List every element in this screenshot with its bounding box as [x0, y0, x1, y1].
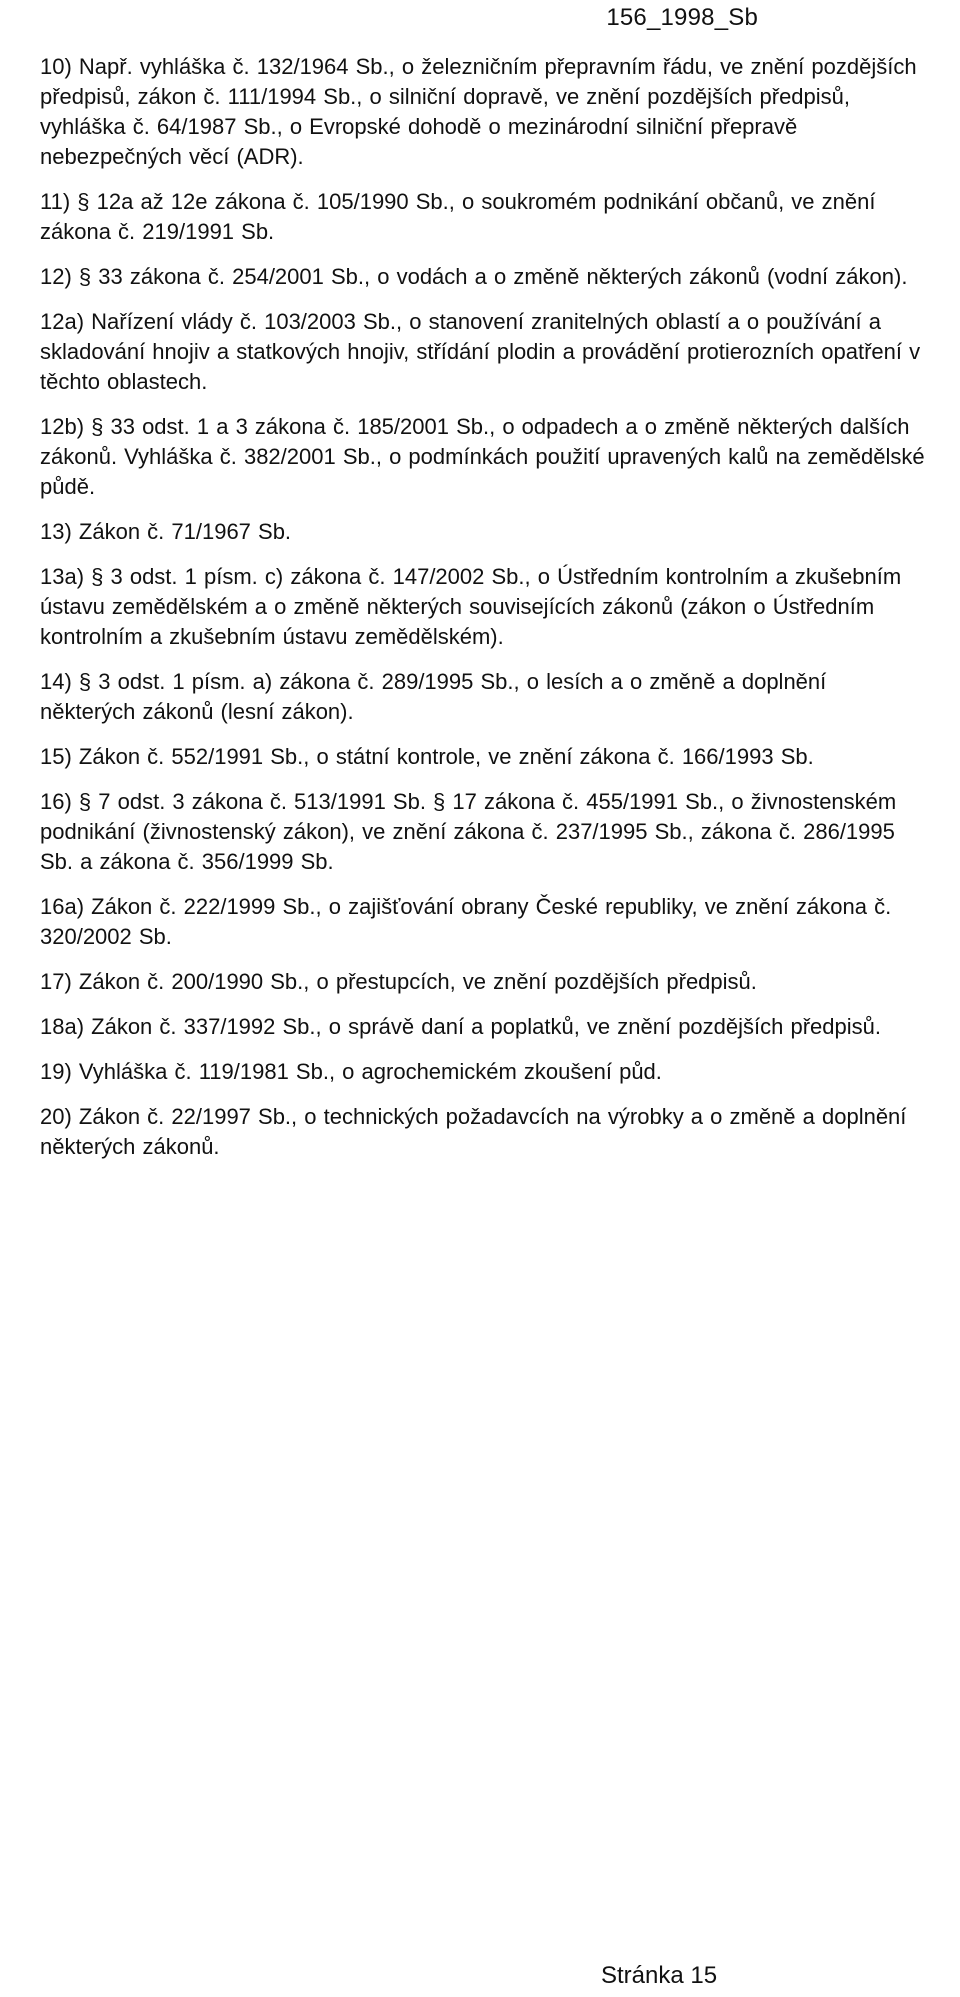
footnote-18a: 18a) Zákon č. 337/1992 Sb., o správě daní a poplatků, ve znění pozdějších předpisů.: [40, 1014, 881, 1039]
footnote-16: 16) § 7 odst. 3 zákona č. 513/1991 Sb. § 17 zákona č. 455/1991 Sb., o živnostenském podnikání (živnostenský zákon), ve znění zákona č. 237/1995 Sb., zákona č. 286/1995 Sb. a zákona č. 356/1999 Sb.: [40, 789, 897, 874]
footnote-12: 12) § 33 zákona č. 254/2001 Sb., o vodách a o změně některých zákonů (vodní zákon).: [40, 264, 908, 289]
footnote-16a: 16a) Zákon č. 222/1999 Sb., o zajišťování obrany České republiky, ve znění zákona č. 320/2002 Sb.: [40, 894, 892, 949]
footnote-19: 19) Vyhláška č. 119/1981 Sb., o agrochemickém zkoušení půd.: [40, 1059, 662, 1084]
footnotes-list: [40, 52, 925, 1177]
footnote-11: 11) § 12a až 12e zákona č. 105/1990 Sb., o soukromém podnikání občanů, ve znění zákona č. 219/1991 Sb.: [40, 189, 876, 244]
footnote-12b: 12b) § 33 odst. 1 a 3 zákona č. 185/2001 Sb., o odpadech a o změně některých dalších zákonů. Vyhláška č. 382/2001 Sb., o podmínkách použití upravených kalů na zemědělské půdě.: [40, 414, 925, 499]
footnote-15: 15) Zákon č. 552/1991 Sb., o státní kontrole, ve znění zákona č. 166/1993 Sb.: [40, 744, 814, 769]
footnote-14: 14) § 3 odst. 1 písm. a) zákona č. 289/1995 Sb., o lesích a o změně a doplnění některých zákonů (lesní zákon).: [40, 669, 827, 724]
footnote-20: 20) Zákon č. 22/1997 Sb., o technických požadavcích na výrobky a o změně a doplnění některých zákonů.: [40, 1104, 907, 1159]
page-number: Stránka 15: [601, 1962, 718, 1989]
document-id: 156_1998_Sb: [606, 4, 758, 31]
footnote-17: 17) Zákon č. 200/1990 Sb., o přestupcích, ve znění pozdějších předpisů.: [40, 969, 757, 994]
footnote-13: 13) Zákon č. 71/1967 Sb.: [40, 519, 292, 544]
footnote-13a: 13a) § 3 odst. 1 písm. c) zákona č. 147/2002 Sb., o Ústředním kontrolním a zkušebním ústavu zemědělském a o změně některých souvisejících zákonů (zákon o Ústředním kontrolním a zkušebním ústavu zemědělském).: [40, 564, 902, 649]
footnote-12a: 12a) Nařízení vlády č. 103/2003 Sb., o stanovení zranitelných oblastí a o používání a skladování hnojiv a statkových hnojiv, střídání plodin a provádění protierozních opatření v těchto oblastech.: [40, 309, 921, 394]
footnote-10: 10) Např. vyhláška č. 132/1964 Sb., o železničním přepravním řádu, ve znění pozdějších předpisů, zákon č. 111/1994 Sb., o silniční dopravě, ve znění pozdějších předpisů, vyhláška č. 64/1987 Sb., o Evropské dohodě o mezinárodní silniční přepravě nebezpečných věcí (ADR).: [40, 54, 917, 169]
